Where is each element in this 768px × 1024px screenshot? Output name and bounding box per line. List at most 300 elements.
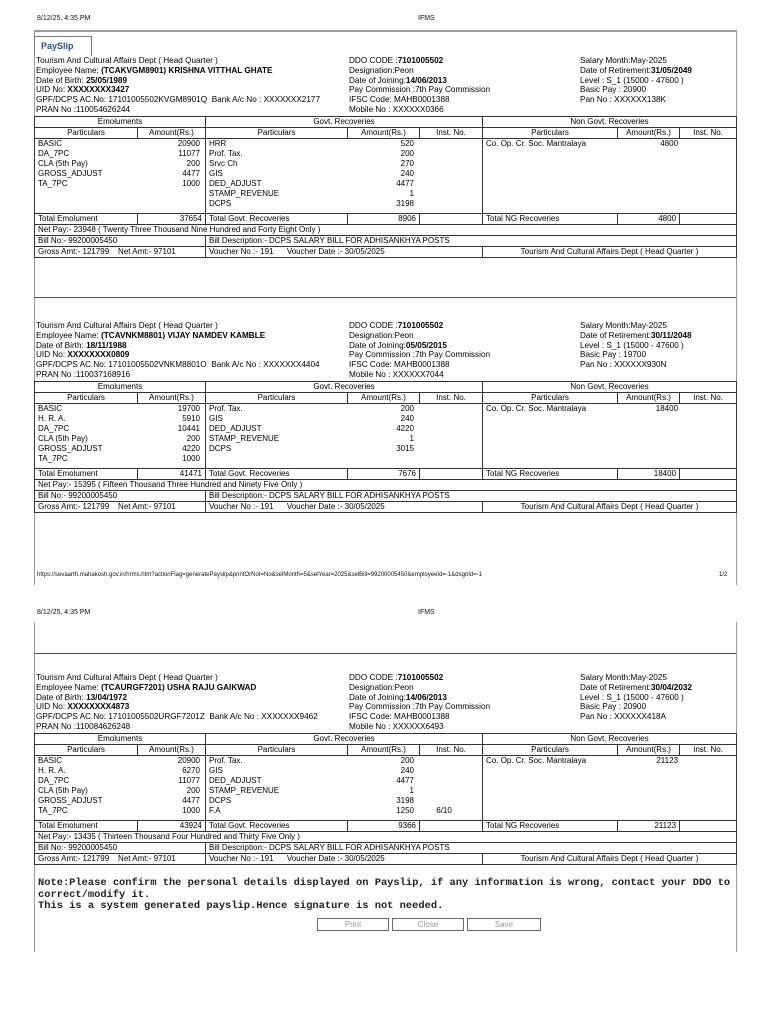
total-govt-label: Total Govt. Recoveries — [206, 821, 348, 832]
bill-description: Bill Description:- DCPS SALARY BILL FOR ADHISANKHYA POSTS — [206, 843, 737, 854]
total-govt-inst — [420, 214, 483, 225]
emolument-amount: 4477 — [182, 796, 200, 805]
emolument-amount: 6270 — [182, 766, 200, 775]
govt-recovery-row — [206, 756, 482, 766]
govt-recovery-row — [206, 149, 482, 159]
col-particulars: Particulars — [35, 393, 138, 404]
bill-description: Bill Description:- DCPS SALARY BILL FOR ADHISANKHYA POSTS — [206, 236, 737, 247]
col-amount: Amount(Rs.) — [618, 745, 680, 756]
non-govt-recoveries-list — [483, 404, 737, 469]
emolument-amount: 4477 — [182, 169, 200, 178]
govt-recovery-name: GIS — [209, 766, 223, 775]
emolument-amount: 20900 — [177, 139, 200, 148]
ddo-row: DDO CODE :7101005502 — [349, 321, 444, 330]
bill-description: Bill Description:- DCPS SALARY BILL FOR ADHISANKHYA POSTS — [206, 491, 737, 502]
separator-1 — [34, 297, 736, 298]
govt-recovery-amount: 200 — [400, 756, 414, 765]
page-number: 1/2 — [719, 572, 728, 578]
govt-recovery-row — [206, 169, 482, 179]
ifsc: IFSC Code: MAHB0001388 — [349, 360, 450, 370]
ifsc: IFSC Code: MAHB0001388 — [349, 712, 450, 722]
voucher: Voucher No :- 191 Voucher Date :- 30/05/2025 — [206, 854, 483, 865]
govt-recovery-row — [206, 404, 482, 414]
non-govt-recovery-row — [483, 404, 736, 414]
ddo-row: DDO CODE :7101005502 — [349, 673, 444, 682]
dor: 30/04/2032 — [651, 682, 692, 692]
dob-row: Date of Birth: 13/04/1972 — [36, 692, 128, 702]
govt-recovery-inst — [414, 444, 474, 454]
basic-pay: Basic Pay : 20900 — [580, 85, 646, 95]
govt-recovery-amount: 240 — [400, 766, 414, 775]
emolument-name: H. R. A. — [38, 414, 66, 423]
emoluments-header: Emoluments — [35, 734, 206, 745]
emoluments-list — [35, 139, 206, 214]
govt-recovery-name: DCPS — [209, 444, 232, 453]
col-particulars: Particulars — [483, 745, 618, 756]
govt-recovery-amount: 240 — [400, 169, 414, 178]
non-govt-recoveries-header: Non Govt. Recoveries — [483, 734, 737, 745]
emolument-amount: 20900 — [177, 756, 200, 765]
voucher: Voucher No :- 191 Voucher Date :- 30/05/2025 — [206, 502, 483, 513]
non-govt-recovery-name: Co. Op. Cr. Soc. Mantralaya — [486, 139, 587, 148]
emolument-name: DA_7PC — [38, 776, 70, 785]
emolument-row — [35, 766, 205, 776]
emolument-amount: 200 — [186, 434, 200, 443]
emolument-row — [35, 169, 205, 179]
col-particulars: Particulars — [206, 393, 348, 404]
mobile: Mobile No : XXXXXX0366 — [349, 104, 444, 114]
emolument-name: BASIC — [38, 139, 63, 148]
govt-recovery-row — [206, 786, 482, 796]
dor: 30/11/2048 — [651, 330, 692, 340]
emolument-row — [35, 139, 205, 149]
govt-recovery-amount: 1250 — [396, 806, 414, 815]
note-line-1: Note:Please confirm the personal details displayed on Payslip, if any information is wrong, contact your DDO to — [38, 877, 731, 889]
emolument-row — [35, 776, 205, 786]
payslip-table — [34, 733, 737, 865]
ddo-row: DDO CODE :7101005502 — [349, 56, 444, 65]
gpf-row: GPF/DCPS AC.No: 17101005502KVGM8901Q Bank A/c No : XXXXXXX2177 — [36, 95, 321, 105]
col-inst-no: Inst. No. — [680, 393, 737, 404]
govt-recovery-name: GIS — [209, 414, 223, 423]
employee-name-row: Employee Name: (TCAKVGM8901) KRISHNA VITTHAL GHATE — [36, 65, 273, 75]
emolument-row — [35, 404, 205, 414]
level: Level : S_1 (15000 - 47600 ) — [580, 692, 684, 702]
emolument-row — [35, 434, 205, 444]
dob-row: Date of Birth: 25/05/1989 — [36, 75, 128, 85]
salary-month: Salary Month:May-2025 — [580, 56, 667, 65]
govt-recovery-amount: 520 — [400, 139, 414, 148]
col-inst-no: Inst. No. — [420, 128, 483, 139]
non-govt-recoveries-header: Non Govt. Recoveries — [483, 382, 737, 393]
employee-header — [34, 673, 736, 733]
col-amount: Amount(Rs.) — [138, 393, 206, 404]
emolument-name: GROSS_ADJUST — [38, 444, 103, 453]
govt-recovery-name: STAMP_REVENUE — [209, 786, 280, 795]
emolument-amount: 11077 — [178, 776, 200, 785]
govt-recovery-row — [206, 189, 482, 199]
department: Tourism And Cultural Affairs Dept ( Head Quarter ) — [36, 673, 218, 682]
govt-recovery-row — [206, 766, 482, 776]
emolument-name: CLA (5th Pay) — [38, 434, 88, 443]
emolument-name: TA_7PC — [38, 179, 68, 188]
dor-row: Date of Retirement:31/05/2049 — [580, 65, 692, 75]
total-govt: 7676 — [348, 469, 420, 480]
govt-recoveries-header: Govt. Recoveries — [206, 117, 483, 128]
govt-recovery-name: Srvc Ch — [209, 159, 238, 168]
total-emolument: 43924 — [138, 821, 206, 832]
dept-footer: Tourism And Cultural Affairs Dept ( Head Quarter ) — [483, 854, 737, 865]
payslip-tab[interactable] — [34, 36, 92, 56]
emolument-name: BASIC — [38, 404, 63, 413]
col-particulars: Particulars — [483, 128, 618, 139]
uid: XXXXXXXX0809 — [67, 350, 130, 360]
emolument-amount: 4220 — [182, 444, 200, 453]
govt-recovery-inst — [414, 199, 474, 209]
emolument-row — [35, 414, 205, 424]
emolument-amount: 11077 — [178, 149, 200, 158]
govt-recovery-name: DCPS — [209, 199, 232, 208]
dor-row: Date of Retirement:30/04/2032 — [580, 682, 692, 692]
non-govt-recoveries-list — [483, 756, 737, 821]
print-title-2: IFMS — [418, 609, 435, 616]
govt-recovery-inst — [414, 756, 474, 766]
dob: 18/11/1988 — [86, 340, 127, 350]
emolument-name: H. R. A. — [38, 766, 66, 775]
emolument-name: GROSS_ADJUST — [38, 169, 103, 178]
total-emolument-label: Total Emolument — [35, 469, 138, 480]
non-govt-recoveries-list — [483, 139, 737, 214]
save-button[interactable]: Save — [467, 918, 541, 931]
level: Level : S_1 (15000 - 47600 ) — [580, 75, 684, 85]
dept-footer: Tourism And Cultural Affairs Dept ( Head Quarter ) — [483, 502, 737, 513]
total-emolument: 37654 — [138, 214, 206, 225]
total-govt: 8906 — [348, 214, 420, 225]
dor-row: Date of Retirement:30/11/2048 — [580, 330, 692, 340]
non-govt-recovery-inst — [678, 756, 733, 766]
govt-recovery-inst — [414, 786, 474, 796]
payslip-table — [34, 116, 737, 258]
govt-recovery-inst — [414, 159, 474, 169]
print-title: IFMS — [418, 15, 435, 22]
govt-recovery-name: DED_ADJUST — [209, 424, 262, 433]
pan: Pan No : XXXXXX930N — [580, 360, 667, 370]
total-govt: 9366 — [348, 821, 420, 832]
govt-recovery-amount: 4477 — [396, 776, 414, 785]
employee-name: (TCAVNKM8801) VIJAY NAMDEV KAMBLE — [101, 330, 266, 340]
govt-recoveries-list — [206, 404, 483, 469]
col-amount: Amount(Rs.) — [618, 128, 680, 139]
total-ng: 21123 — [618, 821, 680, 832]
salary-month: Salary Month:May-2025 — [580, 673, 667, 682]
govt-recoveries-list — [206, 139, 483, 214]
payslip-3 — [34, 673, 736, 865]
govt-recovery-row — [206, 414, 482, 424]
govt-recovery-name: Prof. Tax. — [209, 756, 243, 765]
pran-row: PRAN No :110084626248 — [36, 721, 131, 731]
govt-recovery-amount: 1 — [409, 786, 414, 795]
basic-pay: Basic Pay : 19700 — [580, 350, 646, 360]
dept-footer: Tourism And Cultural Affairs Dept ( Head Quarter ) — [483, 247, 737, 258]
pan: Pan No : XXXXXX418A — [580, 712, 667, 722]
payslip-table — [34, 381, 737, 513]
govt-recovery-amount: 3198 — [396, 796, 414, 805]
note-block — [38, 878, 738, 913]
emolument-name: DA_7PC — [38, 424, 70, 433]
govt-recovery-amount: 1 — [409, 434, 414, 443]
payslip-tab-label: PaySlip — [41, 41, 74, 51]
emolument-row — [35, 424, 205, 434]
total-ng-label: Total NG Recoveries — [483, 214, 618, 225]
govt-recovery-inst — [414, 189, 474, 199]
emolument-amount: 200 — [186, 786, 200, 795]
govt-recovery-inst — [414, 149, 474, 159]
uid-row: UID No: XXXXXXXX0809 — [36, 350, 130, 360]
govt-recovery-amount: 200 — [400, 149, 414, 158]
employee-name-row: Employee Name: (TCAVNKM8801) VIJAY NAMDEV KAMBLE — [36, 330, 266, 340]
employee-header — [34, 56, 736, 116]
total-govt-inst — [420, 821, 483, 832]
emolument-amount: 10441 — [177, 424, 200, 433]
basic-pay: Basic Pay : 20900 — [580, 702, 646, 712]
pran-row: PRAN No :110054626244 — [36, 104, 131, 114]
dob: 13/04/1972 — [86, 692, 128, 702]
col-inst-no: Inst. No. — [680, 745, 737, 756]
net-pay: Net Pay:- 15395 ( Fifteen Thousand Three Hundred and Ninety Five Only ) — [35, 480, 737, 491]
govt-recoveries-header: Govt. Recoveries — [206, 734, 483, 745]
non-govt-recovery-amount: 21123 — [656, 756, 679, 765]
govt-recovery-row — [206, 199, 482, 209]
govt-recovery-inst — [414, 169, 474, 179]
govt-recovery-name: DED_ADJUST — [209, 179, 262, 188]
print-button[interactable]: Print — [317, 918, 389, 931]
pan: Pan No : XXXXXX138K — [580, 95, 667, 105]
govt-recovery-amount: 3198 — [396, 199, 414, 208]
doj-row: Date of Joining:14/06/2013 — [349, 692, 447, 702]
govt-recovery-inst: 6/10 — [436, 806, 452, 815]
pay-commission: Pay Commission :7th Pay Commission — [349, 85, 491, 95]
mobile: Mobile No : XXXXXX6493 — [349, 721, 444, 731]
govt-recovery-row — [206, 434, 482, 444]
non-govt-recovery-name: Co. Op. Cr. Soc. Mantralaya — [486, 404, 587, 413]
doj: 14/06/2013 — [405, 692, 447, 702]
col-amount: Amount(Rs.) — [138, 128, 206, 139]
department: Tourism And Cultural Affairs Dept ( Head Quarter ) — [36, 56, 218, 65]
emolument-row — [35, 159, 205, 169]
col-particulars: Particulars — [206, 745, 348, 756]
non-govt-recovery-row — [483, 139, 736, 149]
govt-recovery-inst — [414, 796, 474, 806]
govt-recovery-name: STAMP_REVENUE — [209, 189, 280, 198]
total-emolument-label: Total Emolument — [35, 821, 138, 832]
total-ng-inst — [680, 469, 737, 480]
col-particulars: Particulars — [35, 128, 138, 139]
govt-recovery-row — [206, 424, 482, 434]
govt-recovery-row — [206, 776, 482, 786]
govt-recovery-row — [206, 444, 482, 454]
col-inst-no: Inst. No. — [420, 393, 483, 404]
doj: 05/05/2015 — [405, 340, 447, 350]
emolument-name: DA_7PC — [38, 149, 70, 158]
dob: 25/05/1989 — [86, 75, 128, 85]
emolument-row — [35, 444, 205, 454]
print-date-2: 8/12/25, 4:35 PM — [37, 609, 91, 616]
ifsc: IFSC Code: MAHB0001388 — [349, 95, 450, 105]
col-amount: Amount(Rs.) — [348, 128, 420, 139]
govt-recovery-amount: 240 — [400, 414, 414, 423]
govt-recovery-inst — [414, 139, 474, 149]
govt-recovery-inst — [414, 424, 474, 434]
ddo-code: 7101005502 — [397, 56, 444, 65]
pay-commission: Pay Commission :7th Pay Commission — [349, 350, 491, 360]
col-amount: Amount(Rs.) — [138, 745, 206, 756]
top-rule — [34, 30, 736, 32]
uid-row: UID No: XXXXXXXX4873 — [36, 702, 130, 712]
net-pay: Net Pay:- 13435 ( Thirteen Thousand Four Hundred and Thirty Five Only ) — [35, 832, 737, 843]
govt-recovery-amount: 3015 — [396, 444, 414, 453]
govt-recovery-name: Prof. Tax. — [209, 404, 243, 413]
uid: XXXXXXXX4873 — [67, 702, 130, 712]
total-govt-label: Total Govt. Recoveries — [206, 469, 348, 480]
emolument-amount: 1000 — [182, 454, 200, 463]
designation: Designation:Peon — [349, 65, 414, 75]
emolument-amount: 1000 — [182, 806, 200, 815]
salary-month: Salary Month:May-2025 — [580, 321, 667, 330]
doj-row: Date of Joining:05/05/2015 — [349, 340, 447, 350]
mobile: Mobile No : XXXXXX7044 — [349, 369, 444, 379]
total-ng-inst — [680, 821, 737, 832]
emolument-amount: 200 — [186, 159, 200, 168]
emoluments-header: Emoluments — [35, 382, 206, 393]
close-button[interactable]: Close — [392, 918, 464, 931]
employee-header — [34, 321, 736, 381]
pay-commission: Pay Commission :7th Pay Commission — [349, 702, 491, 712]
emolument-name: TA_7PC — [38, 454, 68, 463]
total-govt-label: Total Govt. Recoveries — [206, 214, 348, 225]
emolument-row — [35, 786, 205, 796]
emolument-row — [35, 179, 205, 189]
non-govt-recovery-inst — [678, 404, 733, 414]
non-govt-recoveries-header: Non Govt. Recoveries — [483, 117, 737, 128]
employee-name: (TCAURGF7201) USHA RAJU GAIKWAD — [101, 682, 257, 692]
govt-recovery-row — [206, 179, 482, 189]
emolument-amount: 19700 — [177, 404, 200, 413]
gpf-row: GPF/DCPS AC.No: 17101005502URGF7201Z Bank A/c No : XXXXXXX9462 — [36, 712, 318, 722]
total-ng-label: Total NG Recoveries — [483, 821, 618, 832]
col-particulars: Particulars — [35, 745, 138, 756]
col-amount: Amount(Rs.) — [348, 393, 420, 404]
gpf-row: GPF/DCPS AC.No: 17101005502VNKM8801O Bank A/c No : XXXXXXX4404 — [36, 360, 320, 370]
col-amount: Amount(Rs.) — [348, 745, 420, 756]
bill-no: Bill No:- 99200005450 — [35, 843, 206, 854]
govt-recovery-name: HRR — [209, 139, 227, 148]
total-emolument: 41471 — [138, 469, 206, 480]
payslip-1 — [34, 56, 736, 258]
level: Level : S_1 (15000 - 47600 ) — [580, 340, 684, 350]
total-emolument-label: Total Emolument — [35, 214, 138, 225]
separator-2 — [34, 653, 736, 654]
total-ng-label: Total NG Recoveries — [483, 469, 618, 480]
govt-recovery-inst — [414, 404, 474, 414]
uid-row: UID No: XXXXXXXX3427 — [36, 85, 130, 95]
total-ng: 18400 — [618, 469, 680, 480]
govt-recovery-amount: 270 — [400, 159, 414, 168]
payslip-2 — [34, 321, 736, 513]
col-particulars: Particulars — [206, 128, 348, 139]
doj-row: Date of Joining:14/06/2013 — [349, 75, 447, 85]
employee-name-row: Employee Name: (TCAURGF7201) USHA RAJU GAIKWAD — [36, 682, 257, 692]
govt-recovery-amount: 4477 — [396, 179, 414, 188]
note-line-3: This is a system generated payslip.Hence signature is not needed. — [38, 900, 444, 912]
doj: 14/06/2013 — [405, 75, 447, 85]
emolument-name: GROSS_ADJUST — [38, 796, 103, 805]
govt-recovery-name: F.A — [209, 806, 221, 815]
total-ng: 4800 — [618, 214, 680, 225]
pran-row: PRAN No :110037168916 — [36, 369, 131, 379]
govt-recovery-row — [206, 159, 482, 169]
govt-recovery-inst — [414, 776, 474, 786]
govt-recovery-name: DED_ADJUST — [209, 776, 262, 785]
col-inst-no: Inst. No. — [680, 128, 737, 139]
govt-recovery-inst — [414, 179, 474, 189]
uid: XXXXXXXX3427 — [67, 85, 130, 95]
govt-recovery-inst — [414, 766, 474, 776]
ddo-code: 7101005502 — [397, 321, 444, 330]
govt-recovery-name: GIS — [209, 169, 223, 178]
total-ng-inst — [680, 214, 737, 225]
non-govt-recovery-inst — [678, 139, 733, 149]
voucher: Voucher No :- 191 Voucher Date :- 30/05/2025 — [206, 247, 483, 258]
emolument-name: TA_7PC — [38, 806, 68, 815]
govt-recovery-row — [206, 139, 482, 149]
govt-recoveries-list — [206, 756, 483, 821]
emolument-amount: 1000 — [182, 179, 200, 188]
govt-recovery-row — [206, 796, 482, 806]
govt-recovery-row — [206, 806, 482, 816]
designation: Designation:Peon — [349, 330, 414, 340]
emolument-row — [35, 454, 205, 464]
designation: Designation:Peon — [349, 682, 414, 692]
non-govt-recovery-row — [483, 756, 736, 766]
emolument-row — [35, 796, 205, 806]
non-govt-recovery-amount: 18400 — [655, 404, 679, 413]
gross-net-amount: Gross Amt:- 121799 Net Amt:- 97101 — [35, 854, 206, 865]
note-line-2: correct/modify it. — [38, 888, 151, 901]
employee-name: (TCAKVGM8901) KRISHNA VITTHAL GHATE — [101, 65, 273, 75]
bill-no: Bill No:- 99200005450 — [35, 491, 206, 502]
non-govt-recovery-name: Co. Op. Cr. Soc. Mantralaya — [486, 756, 587, 765]
emoluments-list — [35, 756, 206, 821]
emoluments-header: Emoluments — [35, 117, 206, 128]
emolument-amount: 5910 — [182, 414, 200, 423]
gross-net-amount: Gross Amt:- 121799 Net Amt:- 97101 — [35, 247, 206, 258]
govt-recovery-name: Prof. Tax. — [209, 149, 243, 158]
dor: 31/05/2049 — [651, 65, 692, 75]
col-inst-no: Inst. No. — [420, 745, 483, 756]
govt-recovery-inst — [414, 414, 474, 424]
govt-recovery-name: STAMP_REVENUE — [209, 434, 280, 443]
ddo-code: 7101005502 — [397, 673, 444, 682]
govt-recovery-amount: 1 — [409, 189, 414, 198]
govt-recoveries-header: Govt. Recoveries — [206, 382, 483, 393]
govt-recovery-name: DCPS — [209, 796, 232, 805]
emoluments-list — [35, 404, 206, 469]
department: Tourism And Cultural Affairs Dept ( Head Quarter ) — [36, 321, 218, 330]
govt-recovery-amount: 200 — [400, 404, 414, 413]
govt-recovery-amount: 4220 — [396, 424, 414, 433]
emolument-name: BASIC — [38, 756, 63, 765]
bill-no: Bill No:- 99200005450 — [35, 236, 206, 247]
